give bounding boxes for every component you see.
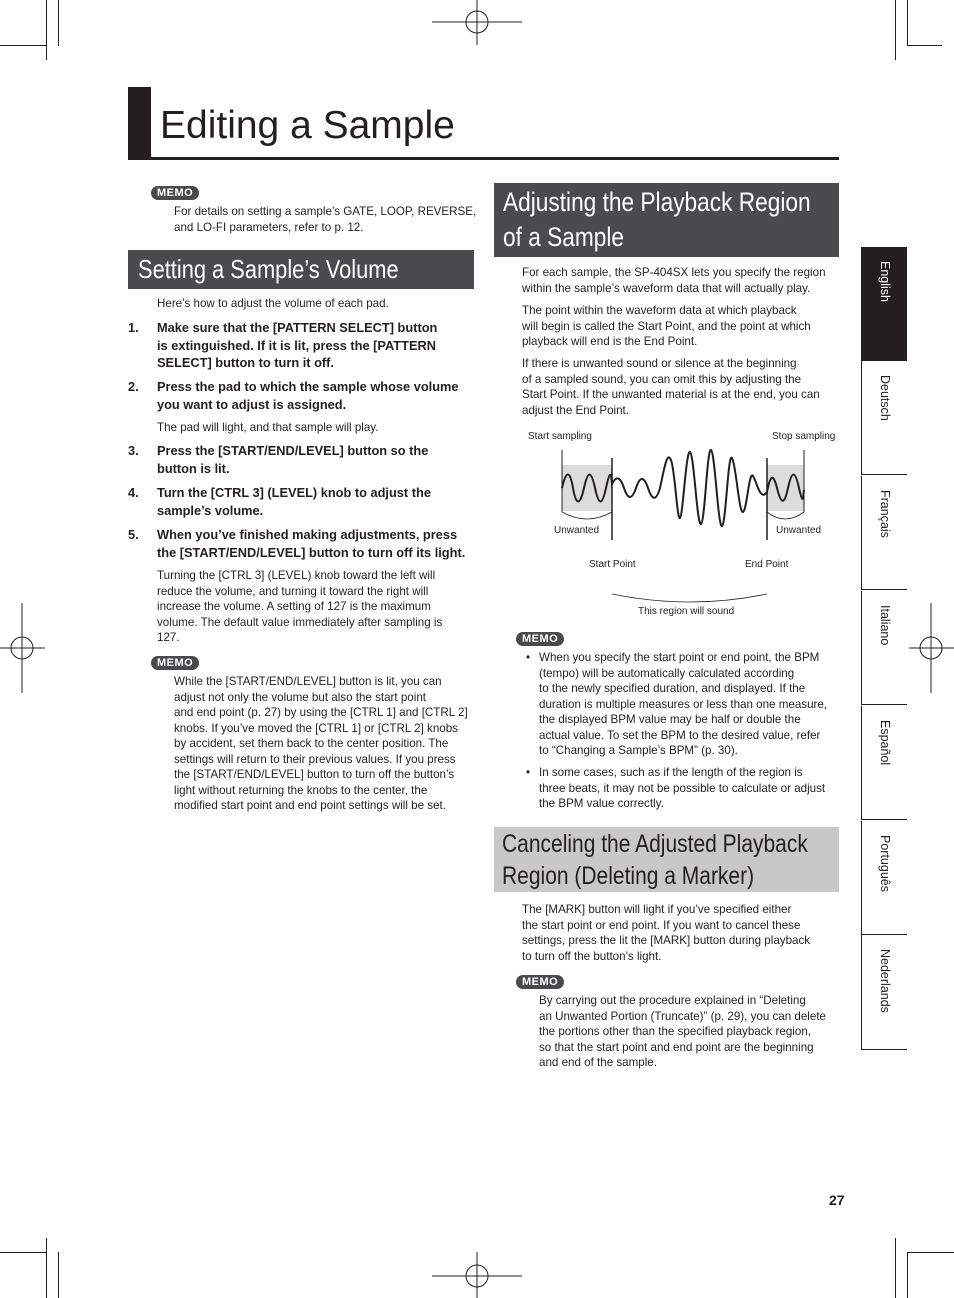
label-stop-sampling: Stop sampling <box>772 431 836 442</box>
tab-label: Español <box>877 720 892 766</box>
memo-text <box>174 204 476 235</box>
memo-badge: MEMO <box>151 186 199 200</box>
tab-italiano[interactable] <box>861 591 907 705</box>
step-number: 3. <box>128 443 139 458</box>
tab-label: Français <box>877 490 892 538</box>
tab-deutsch[interactable] <box>861 361 907 475</box>
step-number: 5. <box>128 527 139 542</box>
paragraph: The point within the waveform data at which playback will begin is called the Start Point, and the point at which playback will end is the End Point. <box>522 304 811 348</box>
region-brace <box>612 594 767 602</box>
label-start-sampling: Start sampling <box>528 431 592 442</box>
tab-espanol[interactable] <box>861 706 907 820</box>
tab-francais[interactable] <box>861 476 907 590</box>
label-sounding-region: This region will sound <box>638 606 735 617</box>
tab-label: Português <box>877 835 892 892</box>
section-header-canceling <box>494 827 839 892</box>
step-text: Press the [START/END/LEVEL] button so the button is lit. <box>157 443 429 476</box>
section-title: Adjusting the Playback Region of a Sample <box>503 187 811 252</box>
step-note: The pad will light, and that sample will play. <box>157 421 379 434</box>
step-note: Turning the [CTRL 3] (LEVEL) knob toward the left will reduce the volume, and turning it toward the right will increase the volume. A setting of 127 is the maximum volume. The default value immediately after sampling is 127. <box>157 569 443 644</box>
section-title: Setting a Sample’s Volume <box>138 254 399 284</box>
page-title: Editing a Sample <box>160 104 455 147</box>
step-number: 1. <box>128 320 139 335</box>
section-header-playback-region <box>494 183 839 257</box>
paragraph: If there is unwanted sound or silence at the beginning of a sampled sound, you can omit this by adjusting the Start Point. If the unwanted material is at the end, you can adjust the End Point. <box>522 357 820 417</box>
title-bar-accent <box>128 87 151 160</box>
memo-line: and LO-FI parameters, refer to p. 12. <box>174 220 364 234</box>
memo-bullet: • When you specify the start point or end point, the BPM (tempo) will be automatically calculated according to the newly specified duration, and displayed. If the duration is multiple measures or less than one measure, the displayed BPM value may be half or double the actual value. To set the BPM to the desired value, refer to “Changing a Sample’s BPM” (p. 30). <box>539 650 827 759</box>
tab-label: English <box>877 261 892 302</box>
step-text: Press the pad to which the sample whose volume you want to adjust is assigned. <box>157 379 459 412</box>
intro-text: Here’s how to adjust the volume of each pad. <box>157 297 389 310</box>
section-title: Canceling the Adjusted Playback Region (Deleting a Marker) <box>502 830 808 890</box>
tab-label: Italiano <box>877 605 892 646</box>
label-start-point: Start Point <box>589 559 636 570</box>
tab-english[interactable] <box>861 247 907 361</box>
memo-text: While the [START/END/LEVEL] button is lit, you can adjust not only the volume but also the start point and end point (p. 27) by using the [CTRL 1] and [CTRL 2] knobs. If you’ve moved the [CTRL 1] or [CTRL 2] knobs by accident, set them back to the center position. The settings will return to their previous values. If you press the [START/END/LEVEL] button to turn off the button’s light without returning the knobs to the center, the modified start point and end point settings will be set. <box>174 675 468 812</box>
step-number: 2. <box>128 379 139 394</box>
unwanted-region-left <box>562 465 612 511</box>
tab-portugues[interactable] <box>861 821 907 935</box>
memo-line: For details on setting a sample’s GATE, LOOP, REVERSE, <box>174 205 477 218</box>
step-text: Make sure that the [PATTERN SELECT] button is extinguished. If it is lit, press the [PATTERN SELECT] button to turn it off. <box>157 320 438 370</box>
memo-badge: MEMO <box>516 632 564 646</box>
section-header-volume <box>128 250 474 289</box>
memo-badge: MEMO <box>516 975 564 989</box>
paragraph: The [MARK] button will light if you’ve specified either the start point or end point. If you want to cancel these settings, press the lit the [MARK] button during playback to turn off the button’s light. <box>522 903 811 963</box>
label-unwanted-left: Unwanted <box>554 525 600 536</box>
tab-label: Nederlands <box>877 949 892 1013</box>
step-text: Turn the [CTRL 3] (LEVEL) knob to adjust the sample’s volume. <box>157 485 431 518</box>
memo-text: By carrying out the procedure explained in “Deleting an Unwanted Portion (Truncate)” (p. 29), you can delete the portions other than the specified playback region, so that the start point and end point are the beginning and end of the sample. <box>539 994 826 1069</box>
label-unwanted-right: Unwanted <box>776 525 822 536</box>
tab-label: Deutsch <box>877 375 892 421</box>
memo-badge: MEMO <box>151 656 199 670</box>
tab-nederlands[interactable] <box>861 935 907 1050</box>
step-text: When you’ve finished making adjustments, press the [START/END/LEVEL] button to turn off its light. <box>157 527 466 560</box>
paragraph: For each sample, the SP-404SX lets you specify the region within the sample’s waveform data that will actually play. <box>522 266 826 295</box>
label-end-point: End Point <box>745 559 789 570</box>
page-number: 27 <box>829 1192 845 1208</box>
title-underline <box>128 157 839 160</box>
memo-bullet: • In some cases, such as if the length of the region is three beats, it may not be possible to calculate or adjust the BPM value correctly. <box>539 765 825 812</box>
step-number: 4. <box>128 485 139 500</box>
